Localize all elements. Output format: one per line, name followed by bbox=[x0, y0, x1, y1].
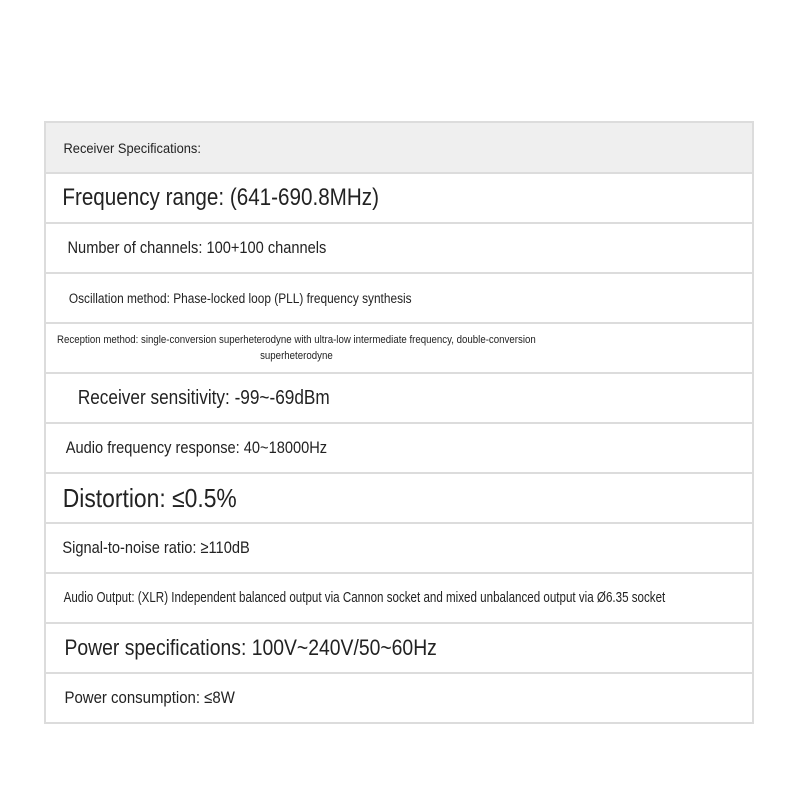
spec-header: Receiver Specifications: bbox=[63, 139, 201, 156]
channels-text: Number of channels: 100+100 channels bbox=[67, 238, 327, 257]
sensitivity-text: Receiver sensitivity: -99~-69dBm bbox=[77, 386, 330, 409]
spec-row-sensitivity bbox=[46, 372, 752, 422]
audio-response-text: Audio frequency response: 40~18000Hz bbox=[65, 438, 328, 457]
spec-header-row bbox=[46, 123, 752, 172]
spec-row-audio-response bbox=[46, 422, 752, 472]
spec-row-oscillation bbox=[46, 272, 752, 322]
power-consumption-text: Power consumption: ≤8W bbox=[64, 688, 235, 707]
reception-text: Reception method: single-conversion superheterodyne with ultra-low intermediate frequency, double-conversion superheterodyne bbox=[57, 334, 536, 362]
spec-table bbox=[44, 121, 754, 724]
snr-text: Signal-to-noise ratio: ≥110dB bbox=[62, 538, 250, 557]
spec-row-channels bbox=[46, 222, 752, 272]
frequency-range-text: Frequency range: (641-690.8MHz) bbox=[62, 184, 379, 211]
spec-row-power-consumption bbox=[46, 672, 752, 722]
spec-row-reception bbox=[46, 322, 752, 372]
spec-row-audio-output bbox=[46, 572, 752, 622]
spec-row-snr bbox=[46, 522, 752, 572]
power-spec-text: Power specifications: 100V~240V/50~60Hz bbox=[64, 635, 437, 660]
audio-output-text: Audio Output: (XLR) Independent balanced output via Cannon socket and mixed unbalanced output via Ø6.35 socket bbox=[63, 590, 666, 606]
spec-row-distortion bbox=[46, 472, 752, 522]
spec-row-power-spec bbox=[46, 622, 752, 672]
spec-row-frequency bbox=[46, 172, 752, 222]
oscillation-text: Oscillation method: Phase-locked loop (PLL) frequency synthesis bbox=[68, 290, 412, 306]
distortion-text: Distortion: ≤0.5% bbox=[62, 482, 237, 513]
